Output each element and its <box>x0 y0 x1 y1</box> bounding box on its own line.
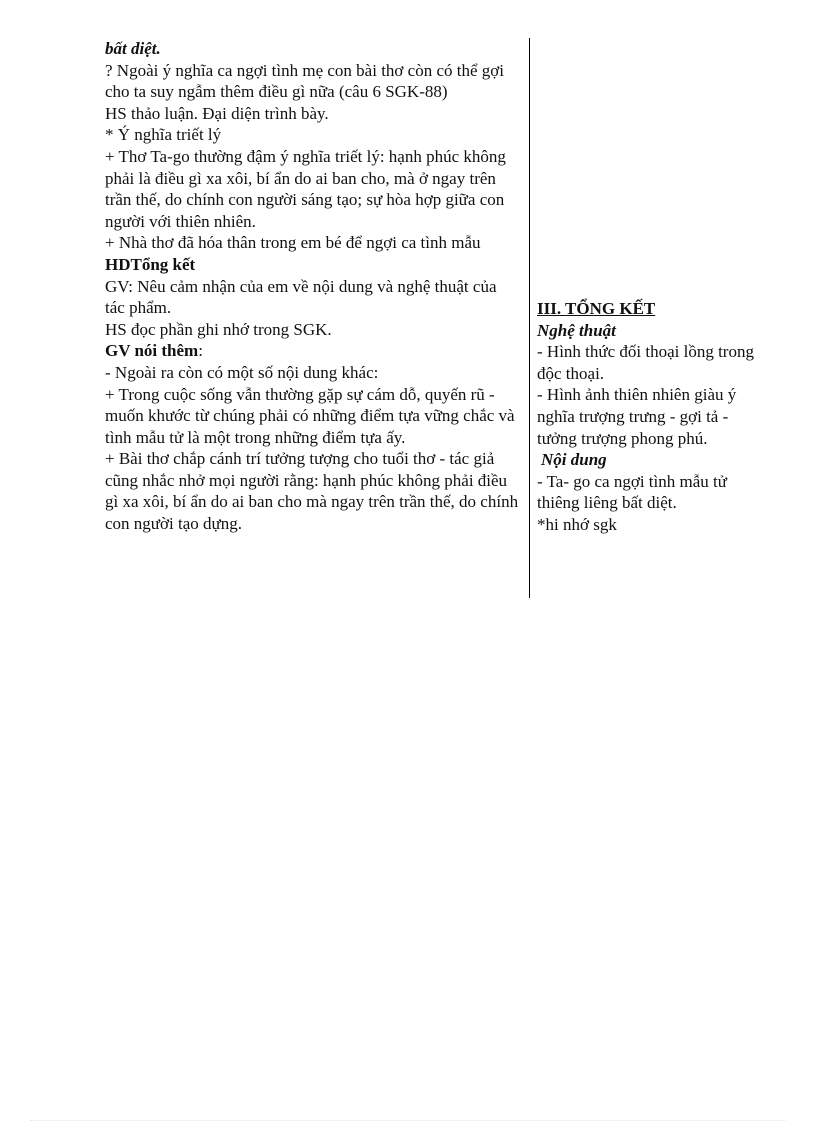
summary-heading: HDTổng kết <box>105 254 196 274</box>
student-reading: HS đọc phần ghi nhớ trong SGK. <box>105 319 332 339</box>
teacher-question: GV: Nêu cảm nhận của em về nội dung và nghệ thuật của tác phẩm. <box>105 276 497 318</box>
meaning-heading: * Ý nghĩa triết lý <box>105 125 222 145</box>
question-text: ? Ngoài ý nghĩa ca ngợi tình mẹ con bài thơ còn có thể gợi cho ta suy ngẫm thêm điều gì nữa (câu 6 SGK-88) <box>105 60 504 102</box>
teacher-more-label: GV nói thêm <box>105 341 199 361</box>
student-activity: HS thảo luận. Đại diện trình bày. <box>105 103 329 123</box>
philosophy-paragraph: + Thơ Ta-go thường đậm ý nghĩa triết lý: hạnh phúc không phải là điều gì xa xôi, bí ẩn do ai ban cho, mà ở ngay trên trần thế, do chính con người sáng tạo; sự hòa hợp giữa con người với thiên nhiên. <box>105 146 506 231</box>
title-tail: bất diệt. <box>105 39 161 58</box>
right-column <box>537 298 772 536</box>
poet-paragraph: + Nhà thơ đã hóa thân trong em bé để ngợi ca tình mẫu <box>105 233 481 253</box>
column-divider <box>529 38 530 598</box>
teacher-more-line <box>105 340 520 362</box>
other-content: - Ngoài ra còn có một số nội dung khác: <box>105 362 379 382</box>
page-bottom-border <box>30 1120 786 1121</box>
content-item-1: - Ta- go ca ngợi tình mẫu tử thiêng liêng bất diệt. <box>537 471 727 513</box>
summary-section-heading: III. TỔNG KẾT <box>537 299 656 318</box>
art-item-2: - Hình ảnh thiên nhiên giàu ý nghĩa trượng trưng - gợi tả - tưởng trượng phong phú. <box>537 385 737 448</box>
temptation-paragraph: + Trong cuộc sống vẫn thường gặp sự cám dỗ, quyến rũ - muốn khước từ chúng phải có những điểm tựa vững chắc và tình mẫu tử là một trong những điểm tựa ấy. <box>105 384 515 447</box>
art-heading: Nghệ thuật <box>537 320 616 340</box>
memory-note: *hi nhớ sgk <box>537 514 617 534</box>
art-item-1: - Hình thức đối thoại lồng trong độc thoại. <box>537 342 754 383</box>
content-heading: Nội dung <box>541 450 607 470</box>
teacher-more-colon: : <box>198 341 203 361</box>
imagination-paragraph: + Bài thơ chắp cánh trí tưởng tượng cho tuổi thơ - tác giả cũng nhắc nhở mọi người rằng: hạnh phúc không phải điều gì xa xôi, bí ẩn do ai ban cho mà ngay trên trần thế, do chính con người tạo dựng. <box>105 449 519 534</box>
left-column <box>105 38 520 535</box>
